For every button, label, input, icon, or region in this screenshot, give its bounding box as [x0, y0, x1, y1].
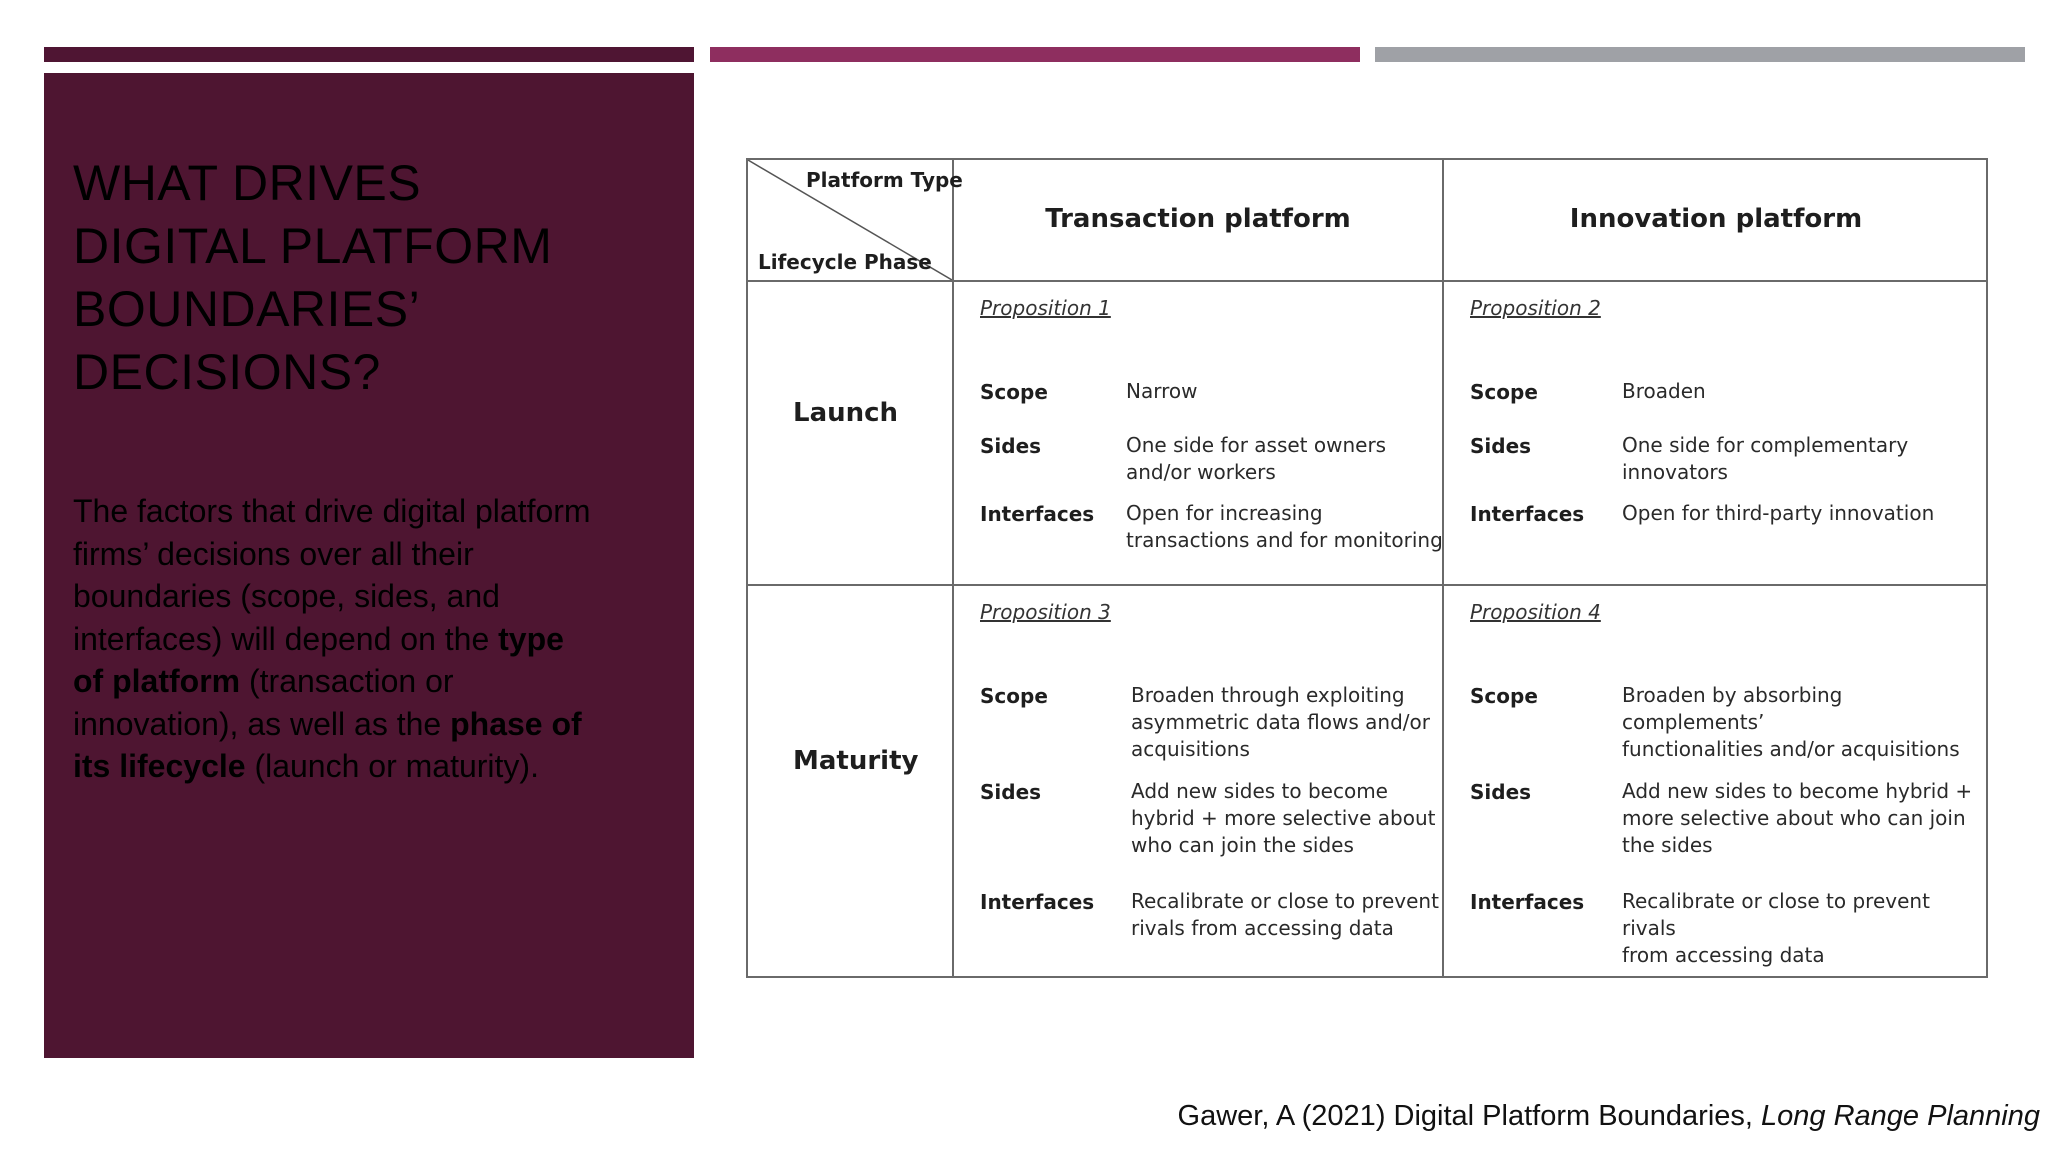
proposition-label: Proposition 3 — [980, 600, 1111, 624]
table-column-divider — [952, 160, 954, 976]
body-text-part: The factors that drive digital platform firms’ decisions over all their boundaries (scope, sides, and interfaces) will depend on the — [73, 493, 591, 657]
attribute-value — [1622, 778, 1972, 859]
value-line: who can join the sides — [1131, 833, 1354, 857]
value-line: Recalibrate or close to prevent — [1131, 889, 1439, 913]
body-text-part: (launch or maturity). — [245, 748, 539, 784]
title-line: DIGITAL PLATFORM — [73, 218, 553, 274]
table-column-divider — [1442, 160, 1444, 976]
attribute-sides: Sides — [980, 780, 1042, 804]
attribute-interfaces: Interfaces — [980, 502, 1095, 526]
value-line: and/or workers — [1126, 460, 1276, 484]
source-citation — [1178, 1100, 2040, 1133]
title-line: WHAT DRIVES — [73, 155, 422, 211]
value-line: more selective about who can join — [1622, 806, 1966, 830]
proposition-label: Proposition 2 — [1470, 296, 1601, 320]
value-line: Broaden through exploiting — [1131, 683, 1405, 707]
title-line: DECISIONS? — [73, 344, 381, 400]
table-row-divider — [748, 280, 1986, 282]
value-line: Open for increasing — [1126, 501, 1323, 525]
value-line: Narrow — [1126, 379, 1198, 403]
citation-journal: Long Range Planning — [1761, 1100, 2040, 1132]
value-line: Add new sides to become — [1131, 779, 1388, 803]
body-text-part: (transaction or innovation), as well as the — [73, 663, 454, 742]
attribute-sides: Sides — [1470, 780, 1532, 804]
attribute-value — [1622, 888, 1986, 969]
attribute-interfaces: Interfaces — [1470, 890, 1585, 914]
accent-bar-magenta — [710, 47, 1360, 62]
attribute-sides: Sides — [980, 434, 1042, 458]
value-line: transactions and for monitoring — [1126, 528, 1443, 552]
corner-header-lifecycle-phase: Lifecycle Phase — [758, 250, 932, 274]
proposition-label: Proposition 4 — [1470, 600, 1601, 624]
attribute-value — [1622, 378, 1706, 405]
column-header-innovation: Innovation platform — [1569, 204, 1863, 234]
value-line: Recalibrate or close to prevent rivals — [1622, 889, 1930, 940]
proposition-label: Proposition 1 — [980, 296, 1111, 320]
row-header-launch: Launch — [793, 398, 899, 428]
accent-bar-dark — [44, 47, 694, 62]
platform-boundaries-table — [746, 158, 1988, 978]
value-line: rivals from accessing data — [1131, 916, 1394, 940]
attribute-value — [1126, 378, 1197, 405]
value-line: One side for asset owners — [1126, 433, 1387, 457]
value-line: asymmetric data flows and/or — [1131, 710, 1430, 734]
attribute-scope: Scope — [1470, 684, 1538, 708]
value-line: functionalities and/or acquisitions — [1622, 737, 1960, 761]
attribute-value — [1622, 682, 1986, 763]
column-header-transaction: Transaction platform — [1045, 204, 1351, 234]
value-line: One side for complementary — [1622, 433, 1909, 457]
citation-text: Gawer, A (2021) Digital Platform Boundaries, — [1177, 1100, 1762, 1132]
value-line: acquisitions — [1131, 737, 1250, 761]
value-line: innovators — [1622, 460, 1728, 484]
value-line: Broaden — [1622, 379, 1706, 403]
attribute-scope: Scope — [980, 684, 1048, 708]
attribute-interfaces: Interfaces — [1470, 502, 1585, 526]
title-line: BOUNDARIES’ — [73, 281, 421, 337]
table-row-divider — [748, 584, 1986, 586]
slide-title — [73, 152, 593, 404]
value-line: hybrid + more selective about — [1131, 806, 1436, 830]
value-line: Broaden by absorbing complements’ — [1622, 683, 1843, 734]
value-line: the sides — [1622, 833, 1713, 857]
attribute-value — [1131, 778, 1436, 859]
body-text-bold: type of platform — [73, 620, 564, 699]
attribute-scope: Scope — [1470, 380, 1538, 404]
row-header-maturity: Maturity — [793, 746, 919, 776]
body-text-bold: phase of its lifecycle — [73, 705, 582, 784]
attribute-value — [1622, 432, 1908, 486]
accent-bar-gray — [1375, 47, 2025, 62]
slide-body-text — [73, 490, 593, 788]
value-line: from accessing data — [1622, 943, 1825, 967]
corner-header-platform-type: Platform Type — [806, 168, 963, 192]
attribute-value — [1126, 432, 1386, 486]
attribute-sides: Sides — [1470, 434, 1532, 458]
value-line: Add new sides to become hybrid + — [1622, 779, 1973, 803]
attribute-value — [1622, 500, 1934, 527]
value-line: Open for third-party innovation — [1622, 501, 1935, 525]
attribute-scope: Scope — [980, 380, 1048, 404]
attribute-interfaces: Interfaces — [980, 890, 1095, 914]
attribute-value — [1131, 888, 1439, 942]
attribute-value — [1131, 682, 1430, 763]
attribute-value — [1126, 500, 1443, 554]
